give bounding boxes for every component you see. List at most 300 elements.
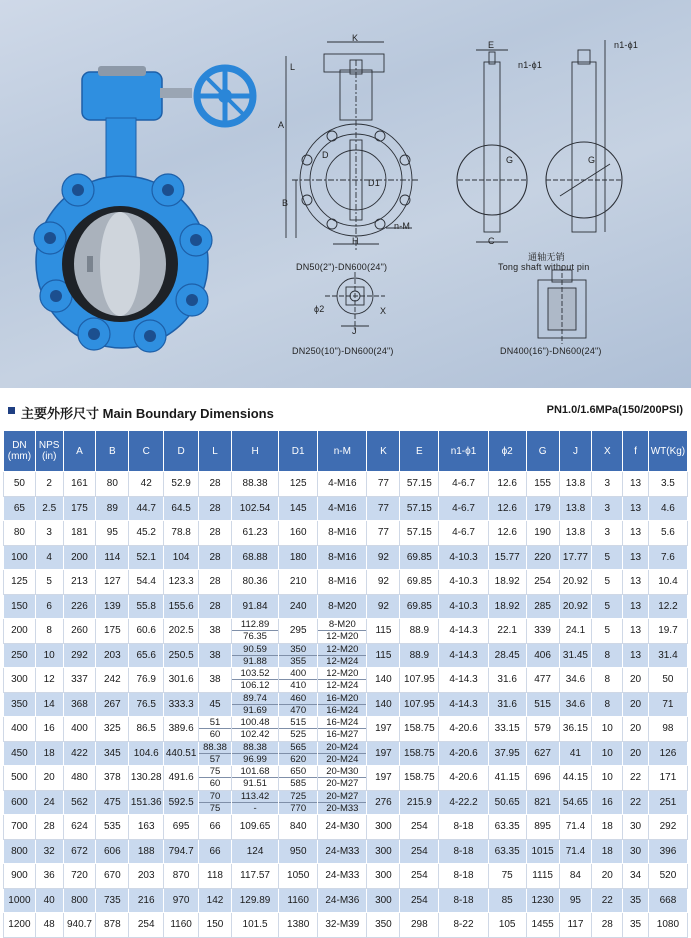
table-cell: 102.54 [231, 496, 278, 521]
table-subcell: 16-M27 [326, 729, 359, 740]
table-cell: 450 [4, 741, 36, 766]
table-cell: 98 [648, 717, 687, 742]
table-cell: 800 [63, 888, 96, 913]
table-subcell: 565 [279, 742, 317, 754]
table-cell: 254 [400, 839, 439, 864]
table-cell: 24-M33 [318, 864, 367, 889]
table-cell: 75 [488, 864, 526, 889]
table-cell: 20 [623, 668, 649, 693]
table-cell: 267 [96, 692, 129, 717]
table-cell: 900 [4, 864, 36, 889]
dim-label-D1: D1 [368, 178, 380, 188]
column-header-label: D1 [291, 445, 305, 457]
table-cell: 13 [623, 521, 649, 546]
column-header-label: K [380, 445, 387, 457]
table-cell: 1080 [648, 913, 687, 938]
table-cell: 672 [63, 839, 96, 864]
table-cell: 5 [592, 545, 623, 570]
table-cell: 325 [96, 717, 129, 742]
table-cell: 101.5 [231, 913, 278, 938]
table-cell [231, 692, 278, 717]
table-cell: 38 [199, 668, 232, 693]
table-cell: 491.6 [164, 766, 199, 791]
table-cell: 260 [63, 619, 96, 644]
table-cell: 117 [559, 913, 592, 938]
table-cell: 670 [96, 864, 129, 889]
column-header [96, 431, 129, 472]
table-row [4, 741, 688, 766]
table-cell: 124 [231, 839, 278, 864]
table-subcell: 8-M20 [318, 619, 366, 631]
dim-label-C: C [488, 236, 495, 246]
table-cell: 142 [199, 888, 232, 913]
table-subcell: 20-M27 [318, 791, 366, 803]
table-cell: 127 [96, 570, 129, 595]
table-cell: 350 [4, 692, 36, 717]
table-cell: 28 [199, 496, 232, 521]
table-cell: 88.38 [231, 472, 278, 497]
table-cell: 77 [367, 472, 400, 497]
table-cell: 17.77 [559, 545, 592, 570]
table-cell: 4-6.7 [439, 496, 488, 521]
table-cell: 126 [648, 741, 687, 766]
column-header [367, 431, 400, 472]
table-row [4, 472, 688, 497]
table-cell [318, 717, 367, 742]
table-subcell: 20-M33 [326, 802, 359, 814]
table-cell: 202.5 [164, 619, 199, 644]
table-cell: 4-M16 [318, 496, 367, 521]
table-cell: 150 [199, 913, 232, 938]
table-subcell: 12-M24 [326, 680, 359, 691]
table-cell: 179 [526, 496, 559, 521]
table-cell: 86.5 [129, 717, 164, 742]
table-cell: 579 [526, 717, 559, 742]
table-cell: 76.9 [129, 668, 164, 693]
table-cell: 41.15 [488, 766, 526, 791]
table-cell: 42 [129, 472, 164, 497]
table-subcell: 89.74 [232, 693, 278, 705]
dim-label-G: G [506, 155, 514, 165]
table-cell: 22.1 [488, 619, 526, 644]
table-cell [279, 668, 318, 693]
table-cell: 300 [4, 668, 36, 693]
table-cell: 80 [4, 521, 36, 546]
table-cell: 20 [592, 864, 623, 889]
table-cell [231, 643, 278, 668]
table-cell: 600 [4, 790, 36, 815]
table-cell: 226 [63, 594, 96, 619]
table-cell: 92 [367, 545, 400, 570]
table-subcell: 96.99 [243, 753, 267, 765]
table-cell: 158.75 [400, 741, 439, 766]
table-cell: 150 [4, 594, 36, 619]
table-cell: 2 [35, 472, 63, 497]
table-cell: 940.7 [63, 913, 96, 938]
table-row [4, 545, 688, 570]
table-subcell: 12-M20 [318, 668, 366, 680]
dim-label-K: K [352, 33, 359, 43]
table-cell: 350 [367, 913, 400, 938]
table-cell: 4.6 [648, 496, 687, 521]
table-cell: 254 [400, 888, 439, 913]
table-cell: 8-M16 [318, 570, 367, 595]
table-row [4, 521, 688, 546]
column-header-label: E [416, 445, 423, 457]
table-cell [279, 741, 318, 766]
table-cell: 88.9 [400, 643, 439, 668]
table-cell: 950 [279, 839, 318, 864]
table-subcell: 91.88 [243, 655, 267, 667]
table-cell: 140 [367, 692, 400, 717]
dim-label-B: B [282, 198, 289, 208]
table-cell: 63.35 [488, 815, 526, 840]
table-cell: 109.65 [231, 815, 278, 840]
section-header [0, 398, 691, 426]
column-header-label: n1-ϕ1 [450, 445, 477, 457]
table-cell: 180 [279, 545, 318, 570]
table-subcell: 103.52 [232, 668, 278, 680]
dim-label-n1phi1-b: n1-ϕ1 [614, 40, 639, 50]
table-cell: 63.35 [488, 839, 526, 864]
table-subcell: 620 [290, 753, 307, 765]
table-cell: 422 [63, 741, 96, 766]
table-cell: 69.85 [400, 545, 439, 570]
table-cell: 151.36 [129, 790, 164, 815]
table-cell: 48 [35, 913, 63, 938]
table-cell: 8-22 [439, 913, 488, 938]
table-cell: 12 [35, 668, 63, 693]
table-cell: 4-6.7 [439, 521, 488, 546]
table-cell: 840 [279, 815, 318, 840]
table-row [4, 643, 688, 668]
table-cell: 140 [367, 668, 400, 693]
table-cell: 37.95 [488, 741, 526, 766]
table-cell: 4-20.6 [439, 766, 488, 791]
table-cell: 1160 [279, 888, 318, 913]
table-cell: 34.6 [559, 668, 592, 693]
table-cell: 84 [559, 864, 592, 889]
table-cell: 480 [63, 766, 96, 791]
table-cell: 181 [63, 521, 96, 546]
table-cell: 171 [648, 766, 687, 791]
table-cell: 4-22.2 [439, 790, 488, 815]
table-cell: 129.89 [231, 888, 278, 913]
table-cell: 295 [279, 619, 318, 644]
table-subcell: 60 [209, 778, 221, 789]
table-subcell: 515 [279, 717, 317, 729]
table-cell: 20.92 [559, 570, 592, 595]
table-cell: 592.5 [164, 790, 199, 815]
column-header-unit: (in) [41, 451, 57, 462]
table-cell: 32 [35, 839, 63, 864]
table-cell: 200 [4, 619, 36, 644]
table-cell: 18 [35, 741, 63, 766]
table-cell: 251 [648, 790, 687, 815]
table-cell [279, 766, 318, 791]
table-cell: 20 [623, 741, 649, 766]
table-cell [279, 790, 318, 815]
table-cell: 107.95 [400, 668, 439, 693]
table-cell: 3 [592, 472, 623, 497]
table-cell: 794.7 [164, 839, 199, 864]
table-cell: 240 [279, 594, 318, 619]
table-cell: 13 [623, 594, 649, 619]
table-cell: 77 [367, 496, 400, 521]
column-header [35, 431, 63, 472]
table-cell: 13 [623, 496, 649, 521]
table-cell: 69.85 [400, 594, 439, 619]
table-cell: 28 [199, 521, 232, 546]
dim-label-G2: G [588, 155, 596, 165]
table-cell: 76.5 [129, 692, 164, 717]
table-cell: 8-18 [439, 815, 488, 840]
table-subcell: 88.38 [232, 742, 278, 754]
column-header [63, 431, 96, 472]
table-cell: 440.51 [164, 741, 199, 766]
table-cell: 337 [63, 668, 96, 693]
shaft-note-en: Tong shaft without pin [498, 262, 590, 272]
column-header [439, 431, 488, 472]
table-cell: 197 [367, 717, 400, 742]
table-cell: 1230 [526, 888, 559, 913]
table-cell: 562 [63, 790, 96, 815]
table-cell: 203 [96, 643, 129, 668]
valve-photo [34, 66, 253, 352]
table-cell: 35 [623, 913, 649, 938]
table-header-row [4, 431, 688, 472]
table-cell [199, 741, 232, 766]
table-cell: 52.9 [164, 472, 199, 497]
table-cell: 40 [35, 888, 63, 913]
table-cell: 254 [400, 864, 439, 889]
table-cell: 668 [648, 888, 687, 913]
table-cell: 50.65 [488, 790, 526, 815]
table-cell: 114 [96, 545, 129, 570]
table-cell: 13 [623, 643, 649, 668]
table-cell: 28 [199, 472, 232, 497]
table-cell: 4-10.3 [439, 594, 488, 619]
table-row [4, 815, 688, 840]
table-cell: 345 [96, 741, 129, 766]
table-cell: 4-20.6 [439, 717, 488, 742]
table-cell: 5 [592, 619, 623, 644]
table-cell: 64.5 [164, 496, 199, 521]
table-cell: 36.15 [559, 717, 592, 742]
table-subcell: 101.68 [232, 766, 278, 778]
table-cell: 155 [526, 472, 559, 497]
table-cell: 44.7 [129, 496, 164, 521]
table-cell [231, 766, 278, 791]
table-cell: 735 [96, 888, 129, 913]
table-cell: 118 [199, 864, 232, 889]
table-cell: 28 [199, 570, 232, 595]
table-cell: 61.23 [231, 521, 278, 546]
table-subcell: 20-M30 [318, 766, 366, 778]
table-cell: 24-M30 [318, 815, 367, 840]
table-cell: 12.6 [488, 496, 526, 521]
table-subcell: 76.35 [243, 631, 267, 642]
table-cell: 821 [526, 790, 559, 815]
table-cell: 145 [279, 496, 318, 521]
table-cell: 35 [623, 888, 649, 913]
table-subcell: - [253, 802, 257, 814]
table-cell: 89 [96, 496, 129, 521]
column-header-label: ϕ2 [501, 445, 513, 457]
table-cell: 477 [526, 668, 559, 693]
table-cell: 8 [35, 619, 63, 644]
table-cell: 197 [367, 741, 400, 766]
table-cell: 8 [592, 692, 623, 717]
table-cell: 301.6 [164, 668, 199, 693]
table-cell: 8-M20 [318, 594, 367, 619]
table-cell: 292 [63, 643, 96, 668]
table-subcell: 16-M24 [318, 717, 366, 729]
table-cell: 250.5 [164, 643, 199, 668]
table-cell: 500 [4, 766, 36, 791]
table-cell: 45.2 [129, 521, 164, 546]
table-cell: 50 [4, 472, 36, 497]
table-subcell: 102.42 [240, 729, 270, 740]
table-cell [318, 790, 367, 815]
table-subcell: 20-M24 [326, 753, 359, 765]
table-cell: 161 [63, 472, 96, 497]
table-cell: 44.15 [559, 766, 592, 791]
column-header [318, 431, 367, 472]
table-cell: 4-14.3 [439, 619, 488, 644]
table-cell: 88.9 [400, 619, 439, 644]
table-cell: 175 [63, 496, 96, 521]
table-cell: 216 [129, 888, 164, 913]
table-cell: 3 [35, 521, 63, 546]
column-header-label: J [572, 445, 578, 457]
table-subcell: 470 [290, 704, 307, 716]
table-cell: 28 [592, 913, 623, 938]
table-row [4, 864, 688, 889]
table-subcell: 400 [279, 668, 317, 680]
table-cell: 100 [4, 545, 36, 570]
table-subcell: 585 [290, 778, 307, 789]
table-cell: 4-14.3 [439, 668, 488, 693]
table-cell: 31.4 [648, 643, 687, 668]
table-cell: 31.6 [488, 668, 526, 693]
table-cell: 15.77 [488, 545, 526, 570]
table-cell: 20 [623, 717, 649, 742]
table-cell: 18.92 [488, 594, 526, 619]
table-cell [199, 790, 232, 815]
table-subcell: 725 [279, 791, 317, 803]
table-cell: 197 [367, 766, 400, 791]
table-cell [279, 643, 318, 668]
drawing-caption-3: DN400(16")-DN600(24") [500, 346, 602, 356]
table-cell: 520 [648, 864, 687, 889]
table-body [4, 472, 688, 938]
table-cell: 7.6 [648, 545, 687, 570]
table-cell: 65.6 [129, 643, 164, 668]
table-cell: 13 [623, 472, 649, 497]
table-cell: 45 [199, 692, 232, 717]
dim-label-nM: n-M [394, 221, 411, 231]
table-subcell: 20-M24 [318, 742, 366, 754]
table-cell: 8 [592, 668, 623, 693]
table-cell: 3 [592, 521, 623, 546]
table-subcell: 355 [290, 655, 307, 667]
table-subcell: 410 [290, 680, 307, 691]
shaft-note-cn: 通轴无销 [528, 252, 565, 262]
table-cell: 254 [526, 570, 559, 595]
table-cell [199, 766, 232, 791]
table-cell: 1115 [526, 864, 559, 889]
table-cell: 4-6.7 [439, 472, 488, 497]
column-header [279, 431, 318, 472]
table-row [4, 790, 688, 815]
table-cell: 34 [623, 864, 649, 889]
table-cell: 720 [63, 864, 96, 889]
column-header-label: n-M [333, 445, 351, 457]
table-cell: 36 [35, 864, 63, 889]
table-cell: 107.95 [400, 692, 439, 717]
table-cell: 695 [164, 815, 199, 840]
table-cell: 28 [199, 594, 232, 619]
table-cell: 57.15 [400, 521, 439, 546]
table-cell: 71 [648, 692, 687, 717]
table-cell: 155.6 [164, 594, 199, 619]
table-cell: 515 [526, 692, 559, 717]
table-subcell: 20-M27 [326, 778, 359, 789]
table-cell: 8-M16 [318, 545, 367, 570]
table-cell: 4-20.6 [439, 741, 488, 766]
table-cell: 55.8 [129, 594, 164, 619]
table-cell: 5 [592, 570, 623, 595]
table-cell: 378 [96, 766, 129, 791]
column-header [592, 431, 623, 472]
table-cell: 300 [367, 888, 400, 913]
table-cell: 970 [164, 888, 199, 913]
table-cell: 54.4 [129, 570, 164, 595]
dim-label-E: E [488, 40, 495, 50]
table-cell [318, 668, 367, 693]
table-cell: 1050 [279, 864, 318, 889]
table-cell: 10 [592, 766, 623, 791]
table-cell: 13.8 [559, 496, 592, 521]
table-cell: 3 [592, 496, 623, 521]
table-row [4, 496, 688, 521]
table-cell: 16 [592, 790, 623, 815]
table-cell: 163 [129, 815, 164, 840]
table-cell: 13 [623, 619, 649, 644]
table-cell: 54.65 [559, 790, 592, 815]
table-subcell: 75 [209, 802, 221, 814]
table-cell: 13 [623, 545, 649, 570]
table-cell: 870 [164, 864, 199, 889]
column-header [648, 431, 687, 472]
section-title: 主要外形尺寸 Main Boundary Dimensions [21, 406, 274, 421]
table-cell: 57.15 [400, 496, 439, 521]
table-cell: 92 [367, 594, 400, 619]
table-row [4, 594, 688, 619]
table-cell: 400 [63, 717, 96, 742]
table-row [4, 717, 688, 742]
table-cell: 24 [35, 790, 63, 815]
table-cell: 20 [623, 692, 649, 717]
table-cell: 1200 [4, 913, 36, 938]
table-cell: 30 [623, 815, 649, 840]
table-cell: 389.6 [164, 717, 199, 742]
table-cell: 10 [592, 717, 623, 742]
table-cell: 10 [592, 741, 623, 766]
table-cell: 8-18 [439, 839, 488, 864]
table-cell: 92 [367, 570, 400, 595]
